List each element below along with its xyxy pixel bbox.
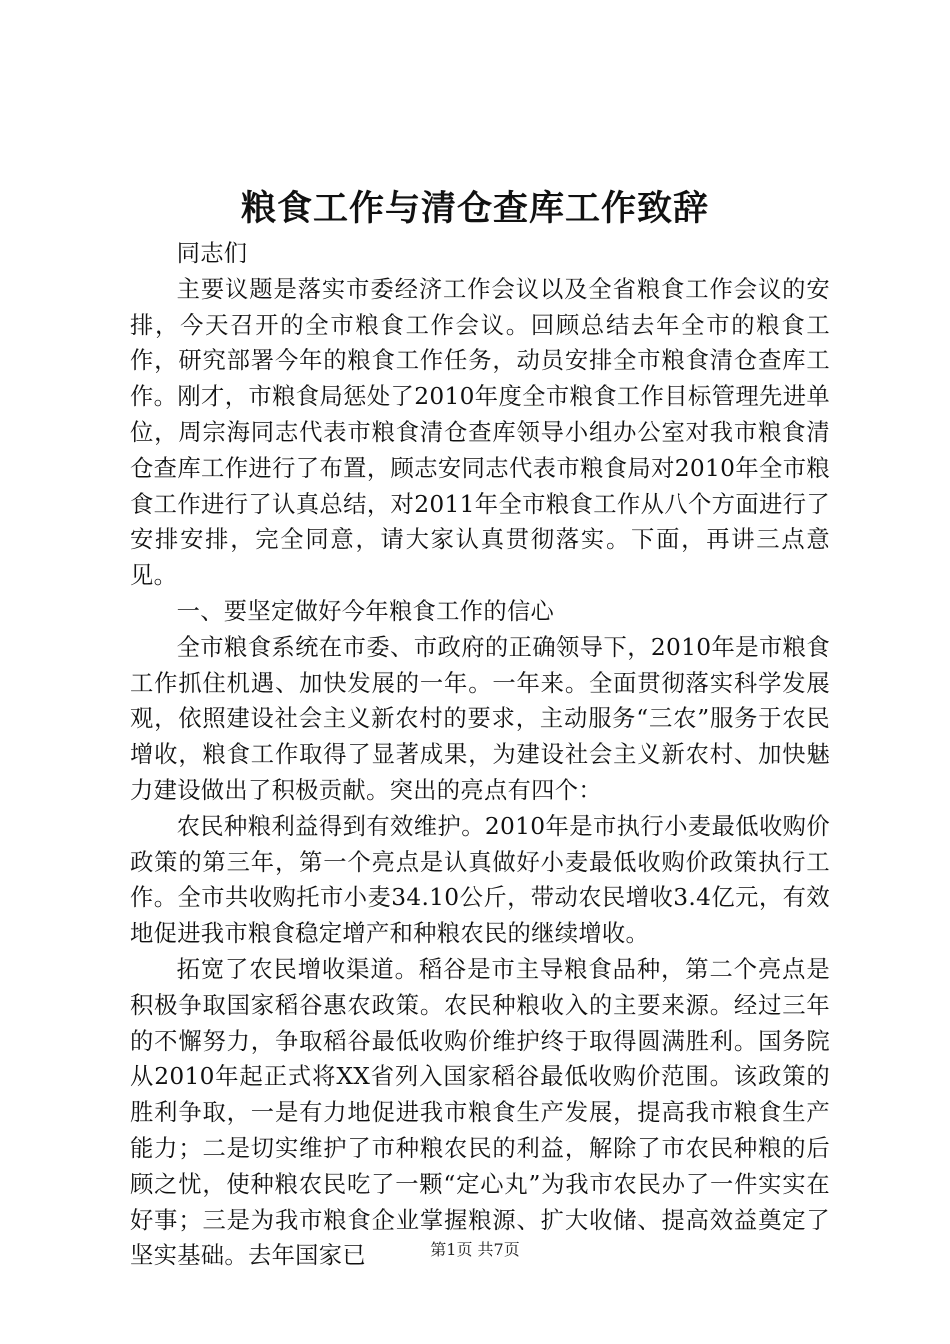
body-paragraph: 农民种粮利益得到有效维护。2010年是市执行小麦最低收购价政策的第三年，第一个亮点是认真做好小麦最低收购价政策执行工作。全市共收购托市小麦34.10公斤，带动农民增收3.4亿元，有效地促进我市粮食稳定增产和种粮农民的继续增收。	[130, 812, 830, 948]
body-paragraph: 拓宽了农民增收渠道。稻谷是市主导粮食品种，第二个亮点是积极争取国家稻谷惠农政策。农民种粮收入的主要来源。经过三年的不懈努力，争取稻谷最低收购价维护终于取得圆满胜利。国务院从2010年起正式将XX省列入国家稻谷最低收购价范围。该政策的胜利争取，一是有力地促进我市粮食生产发展，提高我市粮食生产能力；二是切实维护了市种粮农民的利益，解除了市农民种粮的后顾之忧，使种粮农民吃了一颗“定心丸”为我市农民办了一件实实在好事；三是为我市粮食企业掌握粮源、扩大收储、提高效益奠定了坚实基础。去年国家已	[130, 955, 830, 1270]
body-paragraph: 全市粮食系统在市委、市政府的正确领导下，2010年是市粮食工作抓住机遇、加快发展的一年。一年来。全面贯彻落实科学发展观，依照建设社会主义新农村的要求，主动服务“三农”服务于农民增收，粮食工作取得了显著成果，为建设社会主义新农村、加快魅力建设做出了积极贡献。突出的亮点有四个：	[130, 633, 830, 804]
page-number-footer: 第1页 共7页	[430, 1240, 520, 1259]
intro-paragraph: 主要议题是落实市委经济工作会议以及全省粮食工作会议的安排，今天召开的全市粮食工作会议。回顾总结去年全市的粮食工作，研究部署今年的粮食工作任务，动员安排全市粮食清仓查库工作。刚才，市粮食局惩处了2010年度全市粮食工作目标管理先进单位，周宗海同志代表市粮食清仓查库领导小组办公室对我市粮食清仓查库工作进行了布置，顾志安同志代表市粮食局对2010年全市粮食工作进行了认真总结，对2011年全市粮食工作从八个方面进行了安排安排，完全同意，请大家认真贯彻落实。下面，再讲三点意见。	[130, 275, 830, 590]
section-heading: 一、要坚定做好今年粮食工作的信心	[176, 597, 555, 625]
salutation-paragraph: 同志们	[176, 240, 248, 267]
document-body	[130, 236, 830, 1274]
document-title: 粮食工作与清仓查库工作致辞	[240, 188, 709, 229]
